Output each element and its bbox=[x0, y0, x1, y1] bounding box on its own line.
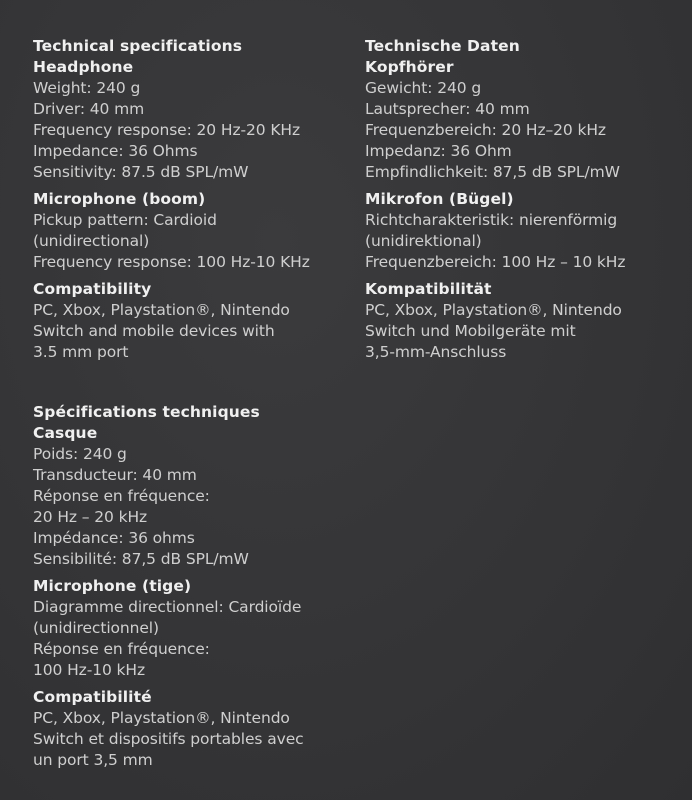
heading-headphone: Headphone bbox=[33, 58, 134, 76]
spec-line: Richtcharakteristik: nierenförmig bbox=[365, 211, 618, 229]
spec-line: Pickup pattern: Cardioid bbox=[33, 211, 217, 229]
spec-line: (unidirektional) bbox=[365, 232, 482, 250]
title-english: Technical specifications bbox=[33, 37, 243, 55]
specs-french bbox=[33, 402, 353, 771]
spec-line: Frequency response: 20 Hz-20 KHz bbox=[33, 121, 300, 139]
spec-line: PC, Xbox, Playstation®, Nintendo bbox=[33, 301, 290, 319]
spec-line: Impedanz: 36 Ohm bbox=[365, 142, 512, 160]
heading-microphone-tige: Microphone (tige) bbox=[33, 577, 192, 595]
spec-line: 100 Hz-10 kHz bbox=[33, 661, 146, 679]
spec-line: Frequenzbereich: 20 Hz–20 kHz bbox=[365, 121, 606, 139]
heading-compatibilite: Compatibilité bbox=[33, 688, 152, 706]
spec-line: PC, Xbox, Playstation®, Nintendo bbox=[365, 301, 622, 319]
spec-line: Weight: 240 g bbox=[33, 79, 141, 97]
spec-line: Diagramme directionnel: Cardioïde bbox=[33, 598, 302, 616]
spec-line: Lautsprecher: 40 mm bbox=[365, 100, 530, 118]
spec-line: Sensitivity: 87.5 dB SPL/mW bbox=[33, 163, 249, 181]
heading-compatibility: Compatibility bbox=[33, 280, 152, 298]
spec-line: Sensibilité: 87,5 dB SPL/mW bbox=[33, 550, 249, 568]
spec-line: Réponse en fréquence: bbox=[33, 640, 210, 658]
spec-line: (unidirectionnel) bbox=[33, 619, 159, 637]
specs-german bbox=[365, 36, 685, 363]
spec-line: Impédance: 36 ohms bbox=[33, 529, 195, 547]
spec-line: 3,5-mm-Anschluss bbox=[365, 343, 507, 361]
title-french: Spécifications techniques bbox=[33, 403, 260, 421]
heading-casque: Casque bbox=[33, 424, 98, 442]
spec-line: Impedance: 36 Ohms bbox=[33, 142, 198, 160]
spec-line: Poids: 240 g bbox=[33, 445, 127, 463]
spec-line: Switch et dispositifs portables avec bbox=[33, 730, 304, 748]
spec-line: Empfindlichkeit: 87,5 dB SPL/mW bbox=[365, 163, 620, 181]
heading-mikrofon: Mikrofon (Bügel) bbox=[365, 190, 514, 208]
heading-kompatibilitaet: Kompatibilität bbox=[365, 280, 492, 298]
spec-line: Frequency response: 100 Hz-10 KHz bbox=[33, 253, 310, 271]
spec-line: Gewicht: 240 g bbox=[365, 79, 482, 97]
spec-line: Switch and mobile devices with bbox=[33, 322, 275, 340]
spec-line: un port 3,5 mm bbox=[33, 751, 153, 769]
spec-line: 20 Hz – 20 kHz bbox=[33, 508, 148, 526]
heading-kopfhoerer: Kopfhörer bbox=[365, 58, 454, 76]
spec-line: Switch und Mobilgeräte mit bbox=[365, 322, 576, 340]
spec-line: Frequenzbereich: 100 Hz – 10 kHz bbox=[365, 253, 626, 271]
spec-line: (unidirectional) bbox=[33, 232, 150, 250]
spec-line: Driver: 40 mm bbox=[33, 100, 145, 118]
spec-line: Transducteur: 40 mm bbox=[33, 466, 197, 484]
spec-line: 3.5 mm port bbox=[33, 343, 129, 361]
specs-english bbox=[33, 36, 353, 363]
title-german: Technische Daten bbox=[365, 37, 520, 55]
heading-microphone: Microphone (boom) bbox=[33, 190, 206, 208]
spec-line: Réponse en fréquence: bbox=[33, 487, 210, 505]
spec-line: PC, Xbox, Playstation®, Nintendo bbox=[33, 709, 290, 727]
